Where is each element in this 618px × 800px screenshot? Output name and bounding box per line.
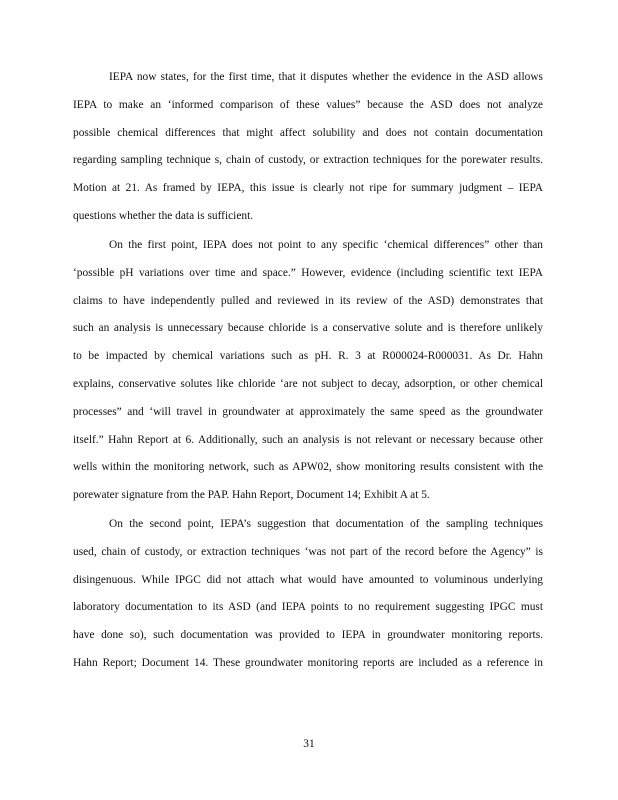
text-line: claims to have independently pulled and reviewed in its review of the ASD) demonstrates that [73, 294, 543, 307]
text-line: ‘possible pH variations over time and space.” However, evidence (including scientific text IEPA [73, 266, 543, 279]
text-line: porewater signature from the PAP. Hahn Report, Document 14; Exhibit A at 5. [73, 489, 430, 502]
text-line: such an analysis is unnecessary because chloride is a conservative solute and is therefore unlikely [73, 322, 543, 335]
text-line: explains, conservative solutes like chloride ‘are not subject to decay, adsorption, or other chemical [73, 377, 543, 390]
paragraph-2 [73, 232, 543, 510]
page-number: 31 [303, 738, 315, 750]
text-line: wells within the monitoring network, such as APW02, show monitoring results consistent with the [73, 461, 543, 474]
text-line: On the first point, IEPA does not point to any specific ‘chemical differences” other than [109, 239, 543, 251]
text-line: questions whether the data is sufficient. [73, 209, 254, 222]
text-line: regarding sampling technique s, chain of custody, or extraction techniques for the porewater results. [73, 154, 543, 167]
text-line: to be impacted by chemical variations such as pH. R. 3 at R000024-R000031. As Dr. Hahn [73, 350, 543, 363]
text-line: Motion at 21. As framed by IEPA, this issue is clearly not ripe for summary judgment – IEPA [73, 182, 543, 195]
text-line: have done so), such documentation was provided to IEPA in groundwater monitoring reports. [73, 629, 543, 642]
paragraph-1 [73, 64, 543, 231]
text-line: On the second point, IEPA’s suggestion that documentation of the sampling techniques [109, 518, 543, 530]
text-line: itself.” Hahn Report at 6. Additionally, such an analysis is not relevant or necessary because other [73, 433, 543, 446]
text-line: processes” and ‘will travel in groundwater at approximately the same speed as the groundwater [73, 405, 543, 418]
text-line: IEPA to make an ‘informed comparison of these values” because the ASD does not analyze [73, 98, 543, 111]
text-line: IEPA now states, for the first time, that it disputes whether the evidence in the ASD allows [109, 71, 543, 83]
text-line: Hahn Report; Document 14. These groundwater monitoring reports are included as a reference in [73, 656, 543, 669]
text-line: laboratory documentation to its ASD (and IEPA points to no requirement suggesting IPGC must [73, 601, 543, 614]
text-line: disingenuous. While IPGC did not attach what would have amounted to voluminous underlying [73, 573, 543, 586]
text-line: used, chain of custody, or extraction techniques ‘was not part of the record before the Agency” is [73, 545, 543, 558]
text-line: possible chemical differences that might affect solubility and does not contain documentation [73, 126, 543, 139]
paragraph-3 [73, 511, 543, 678]
